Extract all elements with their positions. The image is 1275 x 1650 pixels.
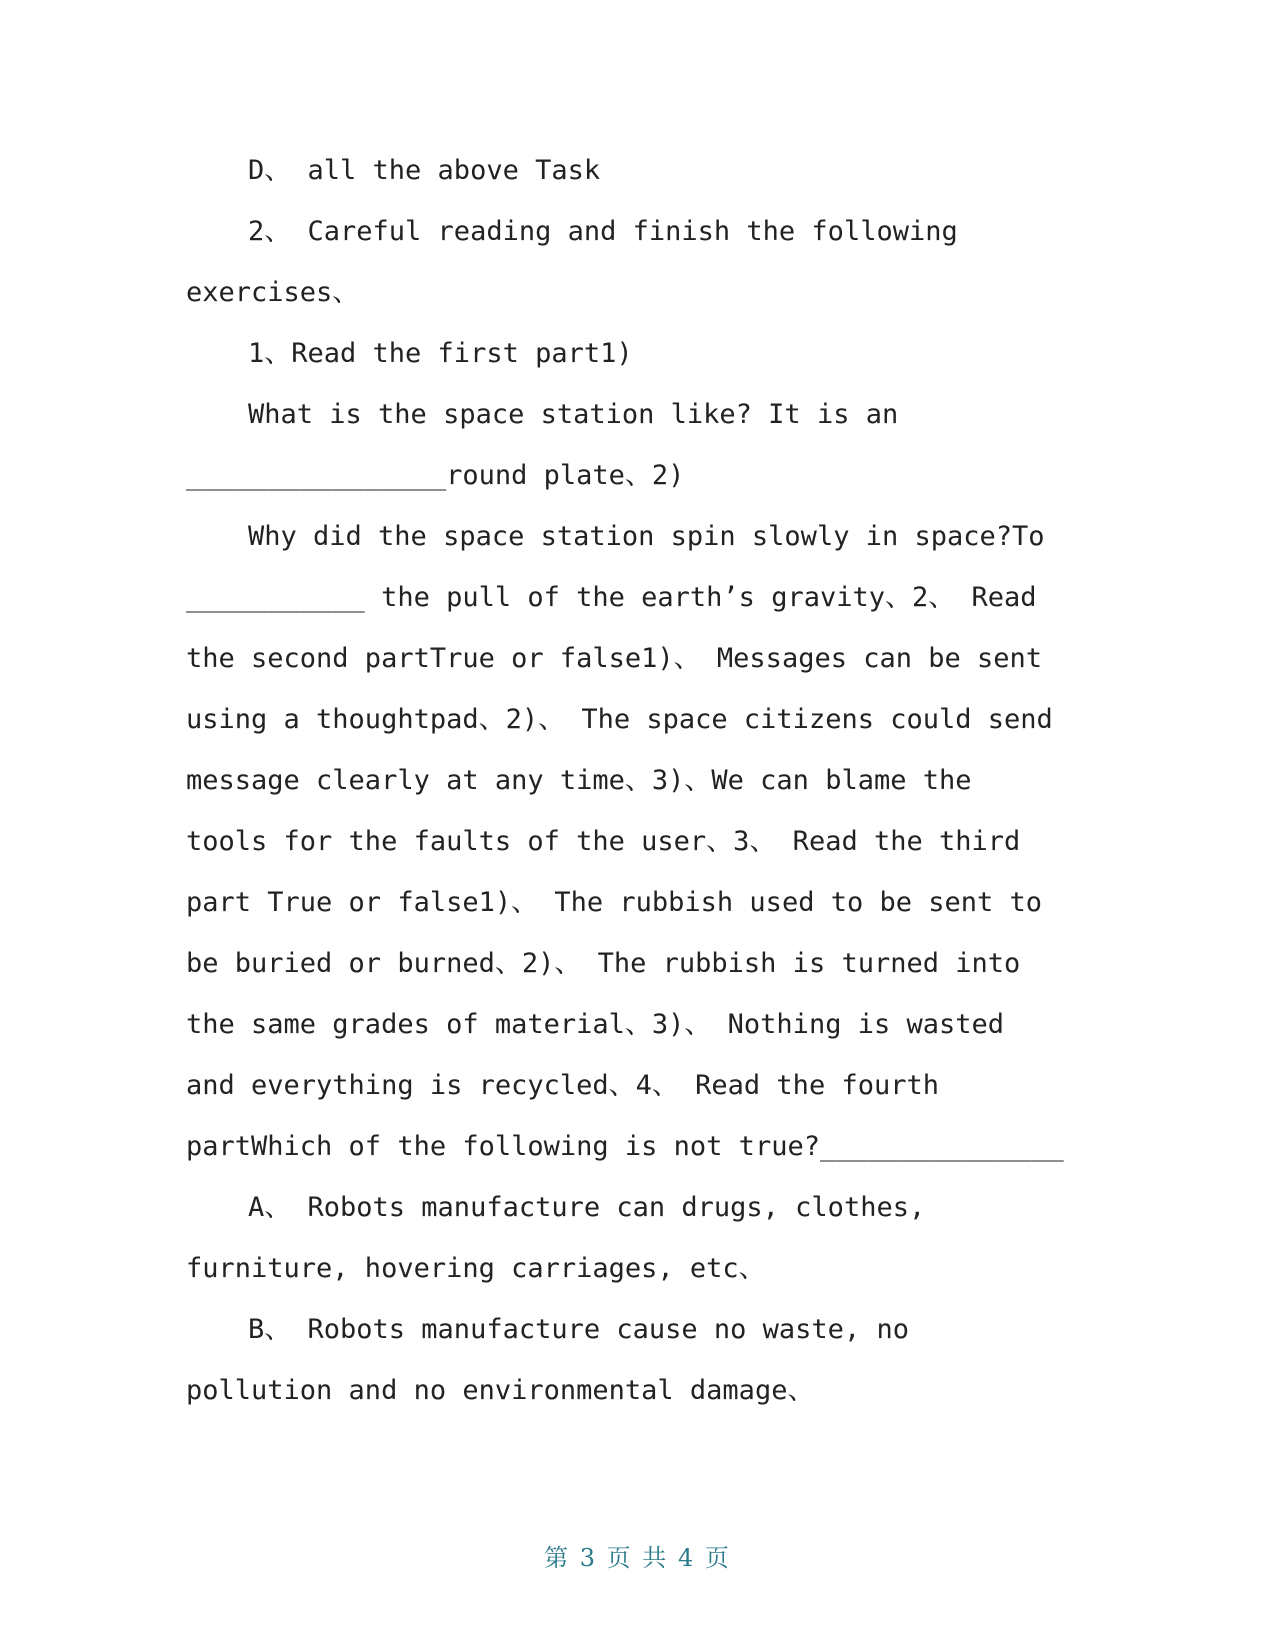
- document-body: [186, 140, 1070, 1421]
- paragraph-read-first-part: 1、Read the first part1): [248, 338, 633, 369]
- page-number-footer: 第 3 页 共 4 页: [544, 1544, 731, 1572]
- paragraph-exercises-main: Why did the space station spin slowly in space?To ___________ the pull of the earth’s gravity、2、 Read the second partTrue or false1)、 Messages can be sent using a thoughtpad、2)、 The space citizens could send message clearly at any time、3)、We can blame the tools for the faults of the user、3、 Read the third part True or false1)、 The rubbish used to be sent to be buried or burned、2)、 The rubbish is turned into the same grades of material、3)、 Nothing is wasted and everything is recycled、4、 Read the fourth partWhich of the following is not true?_______________: [186, 521, 1070, 1162]
- paragraph-option-a: A、 Robots manufacture can drugs, clothes, furniture, hovering carriages, etc、: [186, 1192, 942, 1284]
- paragraph-option-d: D、 all the above Task: [248, 155, 601, 186]
- paragraph-option-b: B、 Robots manufacture cause no waste, no pollution and no environmental damage、: [186, 1314, 926, 1406]
- paragraph-task-2: 2、 Careful reading and finish the following exercises、: [186, 216, 974, 308]
- paragraph-space-station-question: What is the space station like? It is an ________________round plate、2): [186, 399, 915, 491]
